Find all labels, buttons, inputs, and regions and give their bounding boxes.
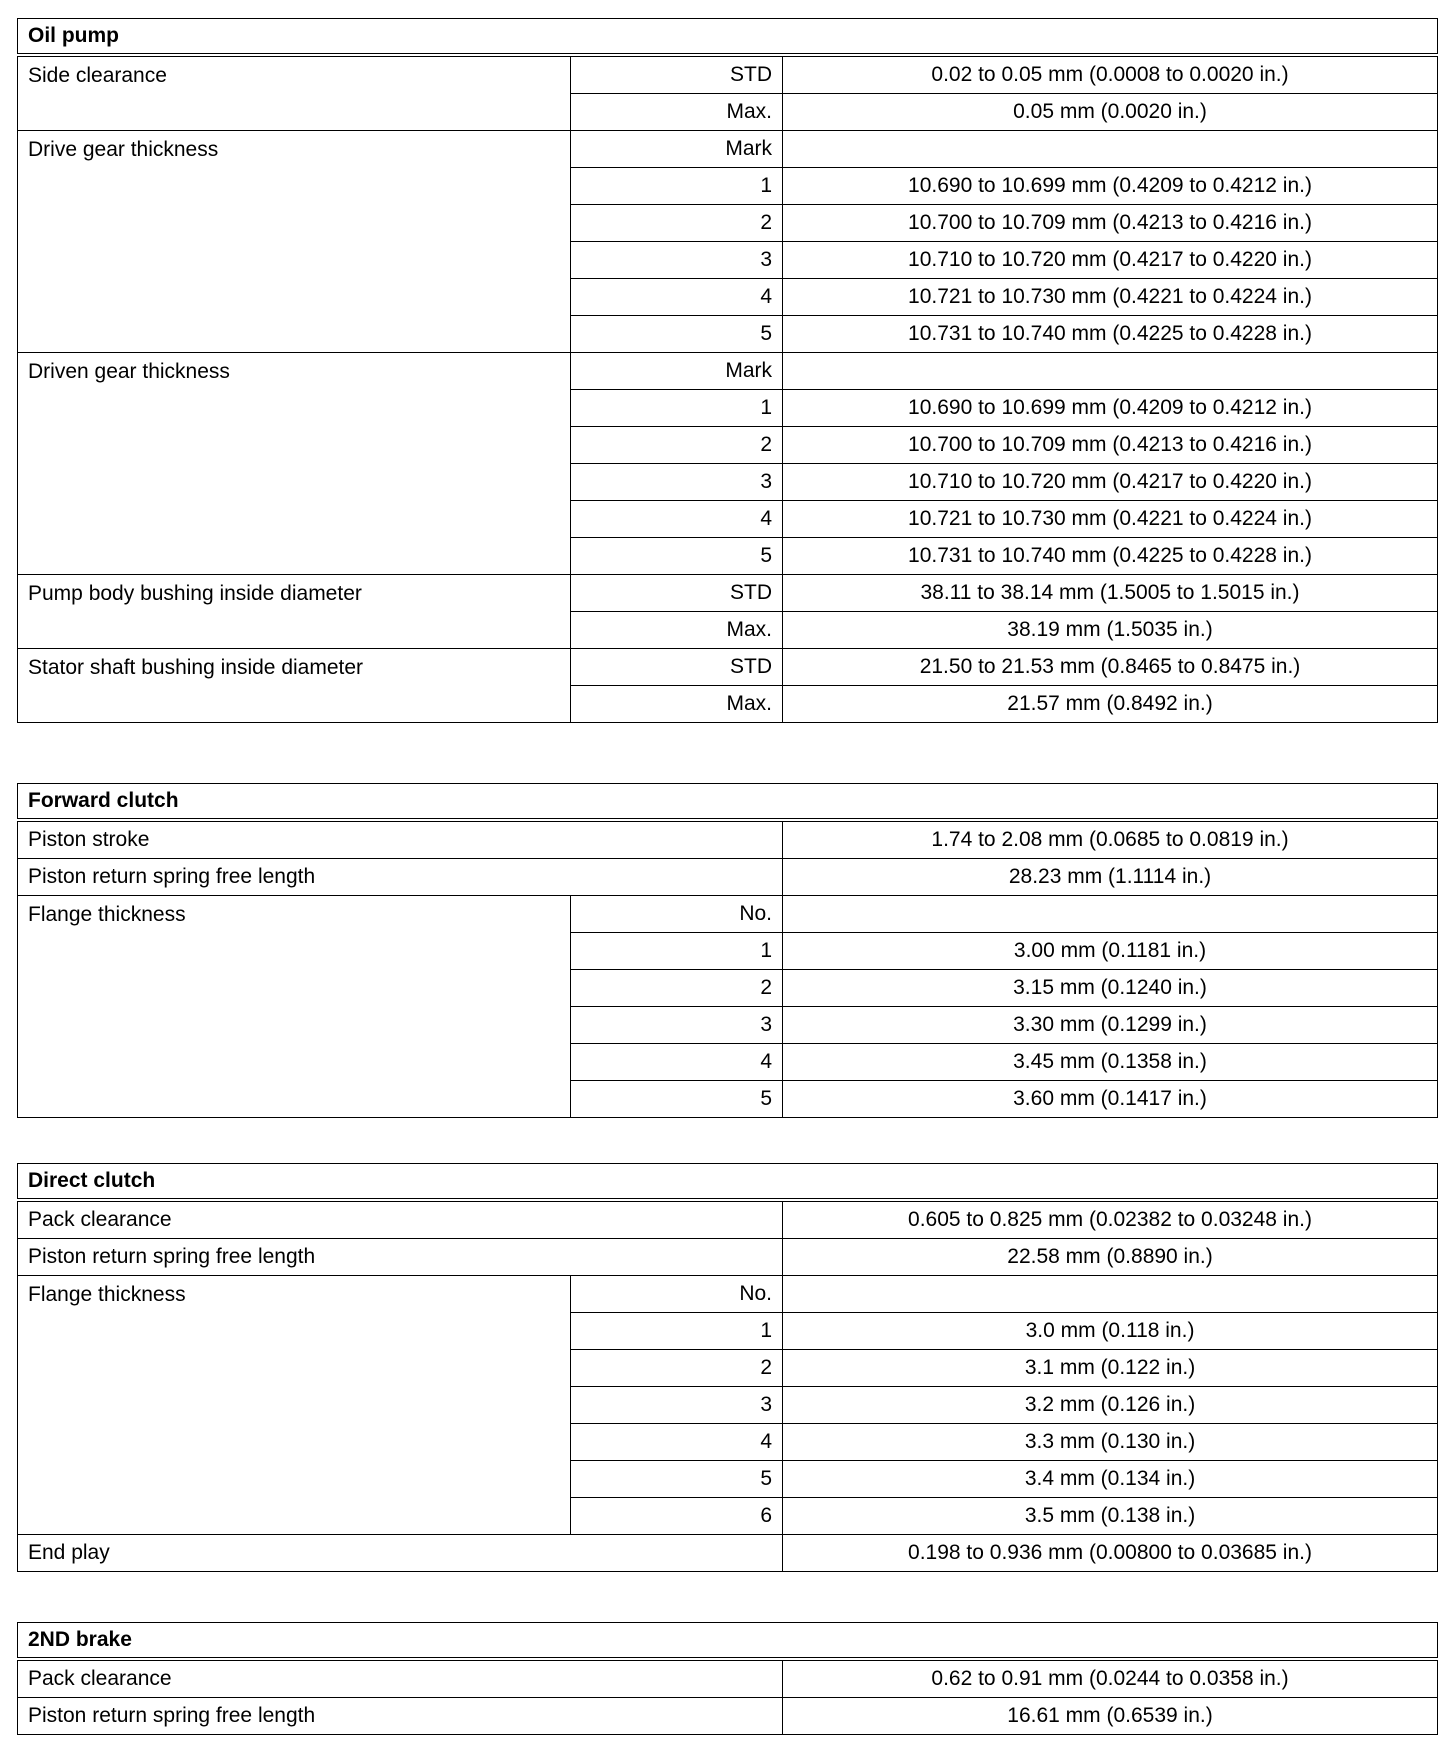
dc-flange-no: 5 bbox=[571, 1461, 783, 1498]
pump-body-bushing-std-value: 38.11 to 38.14 mm (1.5005 to 1.5015 in.) bbox=[783, 575, 1438, 612]
fwd-flange-value: 3.60 mm (0.1417 in.) bbox=[783, 1081, 1438, 1118]
pump-body-bushing-std: STD bbox=[571, 575, 783, 612]
fwd-flange-blank bbox=[783, 896, 1438, 933]
drive-gear-value: 10.721 to 10.730 mm (0.4221 to 0.4224 in.) bbox=[783, 279, 1438, 316]
dc-flange-no: 6 bbox=[571, 1498, 783, 1535]
fwd-flange-label: Flange thickness bbox=[18, 896, 571, 1118]
fwd-flange-no: 3 bbox=[571, 1007, 783, 1044]
dc-flange-value: 3.3 mm (0.130 in.) bbox=[783, 1424, 1438, 1461]
driven-gear-mark: 3 bbox=[571, 464, 783, 501]
fwd-flange-value: 3.30 mm (0.1299 in.) bbox=[783, 1007, 1438, 1044]
drive-gear-value: 10.731 to 10.740 mm (0.4225 to 0.4228 in.) bbox=[783, 316, 1438, 353]
drive-gear-label: Drive gear thickness bbox=[18, 131, 571, 353]
driven-gear-blank bbox=[783, 353, 1438, 390]
driven-gear-mark-header: Mark bbox=[571, 353, 783, 390]
fwd-flange-value: 3.00 mm (0.1181 in.) bbox=[783, 933, 1438, 970]
fwd-flange-value: 3.15 mm (0.1240 in.) bbox=[783, 970, 1438, 1007]
driven-gear-label: Driven gear thickness bbox=[18, 353, 571, 575]
sb-return-spring-label: Piston return spring free length bbox=[18, 1698, 783, 1735]
dc-flange-no: 3 bbox=[571, 1387, 783, 1424]
end-play-value: 0.198 to 0.936 mm (0.00800 to 0.03685 in.) bbox=[783, 1535, 1438, 1572]
second-brake-table bbox=[17, 1622, 1438, 1735]
forward-clutch-table bbox=[17, 783, 1438, 1118]
driven-gear-mark: 5 bbox=[571, 538, 783, 575]
dc-flange-label: Flange thickness bbox=[18, 1276, 571, 1535]
sb-pack-clearance-value: 0.62 to 0.91 mm (0.0244 to 0.0358 in.) bbox=[783, 1659, 1438, 1698]
side-clearance-std-value: 0.02 to 0.05 mm (0.0008 to 0.0020 in.) bbox=[783, 55, 1438, 94]
drive-gear-blank bbox=[783, 131, 1438, 168]
drive-gear-mark: 4 bbox=[571, 279, 783, 316]
dc-pack-clearance-label: Pack clearance bbox=[18, 1200, 783, 1239]
dc-flange-value: 3.4 mm (0.134 in.) bbox=[783, 1461, 1438, 1498]
driven-gear-value: 10.710 to 10.720 mm (0.4217 to 0.4220 in.) bbox=[783, 464, 1438, 501]
pump-body-bushing-label: Pump body bushing inside diameter bbox=[18, 575, 571, 649]
stator-shaft-bushing-std: STD bbox=[571, 649, 783, 686]
fwd-flange-value: 3.45 mm (0.1358 in.) bbox=[783, 1044, 1438, 1081]
piston-stroke-label: Piston stroke bbox=[18, 820, 783, 859]
dc-flange-no-header: No. bbox=[571, 1276, 783, 1313]
dc-flange-value: 3.2 mm (0.126 in.) bbox=[783, 1387, 1438, 1424]
drive-gear-value: 10.710 to 10.720 mm (0.4217 to 0.4220 in.) bbox=[783, 242, 1438, 279]
fwd-flange-no: 4 bbox=[571, 1044, 783, 1081]
piston-stroke-value: 1.74 to 2.08 mm (0.0685 to 0.0819 in.) bbox=[783, 820, 1438, 859]
dc-return-spring-value: 22.58 mm (0.8890 in.) bbox=[783, 1239, 1438, 1276]
fwd-flange-no: 2 bbox=[571, 970, 783, 1007]
direct-clutch-table bbox=[17, 1163, 1438, 1572]
end-play-label: End play bbox=[18, 1535, 783, 1572]
fwd-flange-no-header: No. bbox=[571, 896, 783, 933]
drive-gear-value: 10.690 to 10.699 mm (0.4209 to 0.4212 in.) bbox=[783, 168, 1438, 205]
pump-body-bushing-max: Max. bbox=[571, 612, 783, 649]
side-clearance-label: Side clearance bbox=[18, 55, 571, 131]
oil-pump-table bbox=[17, 18, 1438, 723]
dc-flange-no: 1 bbox=[571, 1313, 783, 1350]
driven-gear-value: 10.731 to 10.740 mm (0.4225 to 0.4228 in.) bbox=[783, 538, 1438, 575]
stator-shaft-bushing-std-value: 21.50 to 21.53 mm (0.8465 to 0.8475 in.) bbox=[783, 649, 1438, 686]
fwd-flange-no: 1 bbox=[571, 933, 783, 970]
side-clearance-max: Max. bbox=[571, 94, 783, 131]
side-clearance-std: STD bbox=[571, 55, 783, 94]
pump-body-bushing-max-value: 38.19 mm (1.5035 in.) bbox=[783, 612, 1438, 649]
driven-gear-value: 10.721 to 10.730 mm (0.4221 to 0.4224 in.) bbox=[783, 501, 1438, 538]
drive-gear-mark: 3 bbox=[571, 242, 783, 279]
side-clearance-max-value: 0.05 mm (0.0020 in.) bbox=[783, 94, 1438, 131]
sb-pack-clearance-label: Pack clearance bbox=[18, 1659, 783, 1698]
direct-clutch-title: Direct clutch bbox=[18, 1164, 1438, 1201]
dc-flange-blank bbox=[783, 1276, 1438, 1313]
sb-return-spring-value: 16.61 mm (0.6539 in.) bbox=[783, 1698, 1438, 1735]
oil-pump-title: Oil pump bbox=[18, 19, 1438, 56]
drive-gear-mark-header: Mark bbox=[571, 131, 783, 168]
dc-flange-no: 2 bbox=[571, 1350, 783, 1387]
dc-flange-value: 3.0 mm (0.118 in.) bbox=[783, 1313, 1438, 1350]
fwd-return-spring-label: Piston return spring free length bbox=[18, 859, 783, 896]
drive-gear-value: 10.700 to 10.709 mm (0.4213 to 0.4216 in.) bbox=[783, 205, 1438, 242]
stator-shaft-bushing-max-value: 21.57 mm (0.8492 in.) bbox=[783, 686, 1438, 723]
dc-flange-no: 4 bbox=[571, 1424, 783, 1461]
driven-gear-mark: 2 bbox=[571, 427, 783, 464]
dc-flange-value: 3.1 mm (0.122 in.) bbox=[783, 1350, 1438, 1387]
dc-return-spring-label: Piston return spring free length bbox=[18, 1239, 783, 1276]
fwd-flange-no: 5 bbox=[571, 1081, 783, 1118]
drive-gear-mark: 2 bbox=[571, 205, 783, 242]
drive-gear-mark: 1 bbox=[571, 168, 783, 205]
forward-clutch-title: Forward clutch bbox=[18, 784, 1438, 821]
stator-shaft-bushing-max: Max. bbox=[571, 686, 783, 723]
dc-flange-value: 3.5 mm (0.138 in.) bbox=[783, 1498, 1438, 1535]
fwd-return-spring-value: 28.23 mm (1.1114 in.) bbox=[783, 859, 1438, 896]
driven-gear-mark: 1 bbox=[571, 390, 783, 427]
driven-gear-value: 10.700 to 10.709 mm (0.4213 to 0.4216 in.) bbox=[783, 427, 1438, 464]
dc-pack-clearance-value: 0.605 to 0.825 mm (0.02382 to 0.03248 in.) bbox=[783, 1200, 1438, 1239]
second-brake-title: 2ND brake bbox=[18, 1623, 1438, 1660]
stator-shaft-bushing-label: Stator shaft bushing inside diameter bbox=[18, 649, 571, 723]
driven-gear-mark: 4 bbox=[571, 501, 783, 538]
driven-gear-value: 10.690 to 10.699 mm (0.4209 to 0.4212 in.) bbox=[783, 390, 1438, 427]
drive-gear-mark: 5 bbox=[571, 316, 783, 353]
